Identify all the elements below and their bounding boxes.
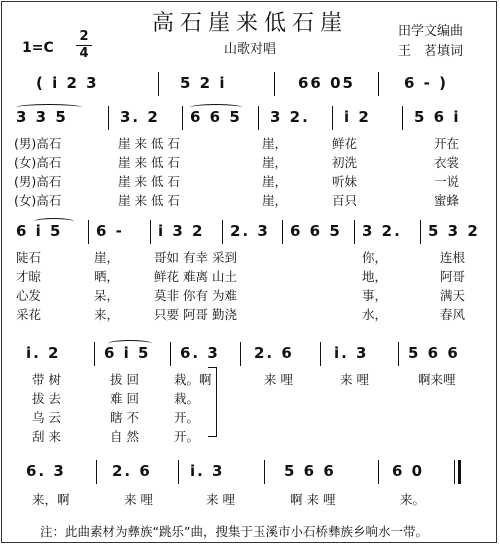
lyric-segment: 晒，: [94, 269, 120, 284]
measure: i 3 2: [158, 222, 205, 240]
lyric-segment: 自 然: [110, 429, 139, 444]
lyric-segment: 崖，: [94, 250, 120, 265]
barline: [282, 220, 283, 244]
lyric-segment: 哥如 有幸 采到: [154, 250, 237, 265]
lyric-segment: 刮 来: [32, 429, 61, 444]
lyric-segment: 栽。: [174, 391, 200, 406]
lyric-segment: 春风: [440, 307, 466, 322]
lyric-segment: 满天: [440, 288, 466, 303]
lyric-segment: 来，: [94, 307, 120, 322]
lyric-segment: 崖 来 低 石: [118, 174, 180, 189]
lyric-segment: 事，: [362, 288, 388, 303]
measure: 2. 6: [254, 344, 294, 362]
barline: [108, 106, 109, 130]
lyric-segment: 蜜蜂: [434, 193, 460, 208]
measure: 3 2.: [362, 222, 402, 240]
notation-row-4: [8, 462, 492, 488]
lyric-segment: 来，啊: [32, 492, 70, 507]
song-title: 高石崖来低石崖: [151, 11, 348, 36]
notation-row-3: [8, 344, 492, 370]
measure: 6. 3: [26, 462, 66, 480]
final-barline: [454, 460, 455, 484]
lyric-segment: 一说: [434, 174, 460, 189]
measure: 6 i 5: [16, 222, 63, 240]
slur-mark: [34, 218, 74, 225]
lyric-line: [14, 248, 494, 266]
measure: 6 -: [96, 222, 124, 240]
lyric-segment: 崖，: [262, 174, 288, 189]
slur-mark: [108, 340, 152, 347]
measure: 66 05: [298, 74, 355, 92]
lyric-segment: (男)高石: [14, 174, 62, 189]
measure: 3 3 5: [16, 108, 68, 126]
lyric-segment: 地，: [362, 269, 388, 284]
measure: 2. 6: [112, 462, 152, 480]
measure: 3. 2: [120, 108, 160, 126]
barline: [378, 72, 379, 96]
lyric-line: [14, 172, 494, 190]
lyric-line: [14, 389, 494, 407]
lyric-segment: 衣裳: [434, 155, 460, 170]
measure: i. 3: [190, 462, 225, 480]
time-denominator: 4: [79, 46, 89, 61]
lyric-line: [14, 153, 494, 171]
lyric-segment: 只要 阿哥 勤浇: [154, 307, 237, 322]
lyric-segment: 崖 来 低 石: [118, 136, 180, 151]
barline: [320, 342, 321, 366]
lyric-line: [14, 286, 494, 304]
lyric-segment: 崖 来 低 石: [118, 193, 180, 208]
measure: 5 6 i: [414, 108, 461, 126]
lyric-segment: 乌 云: [32, 410, 61, 425]
lyric-segment: 拔 回: [110, 372, 139, 387]
lyric-line: [14, 490, 494, 508]
final-barline-thick: [458, 460, 461, 484]
measure: 6 6 5: [190, 108, 242, 126]
barline: [150, 220, 151, 244]
barline: [96, 460, 97, 484]
barline: [88, 220, 89, 244]
measure: i 2: [344, 108, 371, 126]
lyric-line: [14, 134, 494, 152]
lyric-segment: 阿哥: [440, 269, 466, 284]
lyric-segment: 鲜花: [332, 136, 358, 151]
barline: [240, 342, 241, 366]
lyric-segment: 带 树: [32, 372, 61, 387]
repeat-bracket: [208, 367, 217, 437]
measure: 5 6 6: [408, 344, 460, 362]
lyric-segment: 初洗: [332, 155, 358, 170]
barline: [354, 220, 355, 244]
time-numerator: 2: [79, 29, 89, 44]
measure: ( i 2 3: [36, 74, 99, 92]
measure: 2. 3: [230, 222, 270, 240]
lyric-segment: 陡石: [16, 250, 42, 265]
barline: [178, 460, 179, 484]
key-signature: 1=C: [22, 40, 54, 56]
barline: [378, 460, 379, 484]
lyric-segment: (男)高石: [14, 136, 62, 151]
lyric-segment: 水，: [362, 307, 388, 322]
lyric-segment: 百只: [332, 193, 358, 208]
barline: [274, 72, 275, 96]
lyric-line: [14, 305, 494, 323]
lyric-line: [14, 191, 494, 209]
lyric-segment: 拔 去: [32, 391, 61, 406]
slur-mark: [16, 104, 82, 111]
barline: [170, 342, 171, 366]
measure: 6 i 5: [104, 344, 151, 362]
lyric-line: [14, 427, 494, 445]
lyric-line: [14, 408, 494, 426]
measure: 3 2.: [270, 108, 310, 126]
barline: [264, 460, 265, 484]
notation-row-intro: [8, 74, 492, 100]
lyric-segment: 瞎 不: [110, 410, 139, 425]
lyric-segment: 开。: [174, 429, 200, 444]
lyric-segment: 莫非 你有 为难: [154, 288, 237, 303]
lyric-segment: 崖，: [262, 136, 288, 151]
measure: i. 2: [26, 344, 61, 362]
lyric-segment: 啊来哩: [418, 372, 456, 387]
lyric-segment: 来。: [400, 492, 426, 507]
time-signature: [76, 30, 92, 61]
lyric-segment: 开。: [174, 410, 200, 425]
lyric-segment: 难 回: [110, 391, 139, 406]
lyric-segment: (女)高石: [14, 155, 62, 170]
barline: [332, 106, 333, 130]
lyric-line: [14, 370, 494, 388]
lyric-segment: 崖 来 低 石: [118, 155, 180, 170]
lyric-segment: (女)高石: [14, 193, 62, 208]
barline: [94, 342, 95, 366]
lyric-segment: 来 哩: [124, 492, 153, 507]
barline: [402, 106, 403, 130]
lyric-segment: 开在: [434, 136, 460, 151]
lyric-segment: 连根: [440, 250, 466, 265]
lyric-segment: 来 哩: [264, 372, 293, 387]
lyric-segment: 呆，: [94, 288, 120, 303]
lyric-segment: 来 哩: [340, 372, 369, 387]
lyric-segment: 才晾: [16, 269, 42, 284]
measure: 6. 3: [180, 344, 220, 362]
lyricist-credit: 王 茗填词: [398, 44, 464, 59]
lyric-segment: 采花: [16, 307, 42, 322]
barline: [420, 220, 421, 244]
measure: 5 3 2: [428, 222, 480, 240]
lyric-line: [14, 267, 494, 285]
measure: i. 3: [334, 344, 369, 362]
measure: 6 6 5: [290, 222, 342, 240]
measure: 5 2 i: [180, 74, 227, 92]
notation-row-2: [8, 222, 492, 248]
lyric-segment: 崖，: [262, 193, 288, 208]
notation-row-1: [8, 108, 492, 134]
slur-mark: [190, 104, 242, 111]
composer-credit: 田学文编曲: [398, 24, 464, 39]
song-subtitle: 山歌对唱: [223, 42, 276, 57]
lyric-segment: 听妹: [332, 174, 358, 189]
measure: 5 6 6: [284, 462, 336, 480]
lyric-segment: 栽。啊: [174, 372, 212, 387]
barline: [182, 106, 183, 130]
barline: [258, 106, 259, 130]
lyric-segment: 心发: [16, 288, 42, 303]
lyric-segment: 鲜花 难离 山土: [154, 269, 237, 284]
measure: 6 - ): [404, 74, 448, 92]
barline: [222, 220, 223, 244]
barline: [158, 72, 159, 96]
barline: [398, 342, 399, 366]
measure: 6 0: [392, 462, 425, 480]
footnote: 注：此曲素材为彝族“跳乐”曲，搜集于玉溪市小石桥彝族乡响水一带。: [40, 524, 428, 539]
lyric-segment: 来 哩: [206, 492, 235, 507]
lyric-segment: 你，: [362, 250, 388, 265]
lyric-segment: 啊 来 哩: [290, 492, 336, 507]
lyric-segment: 崖，: [262, 155, 288, 170]
